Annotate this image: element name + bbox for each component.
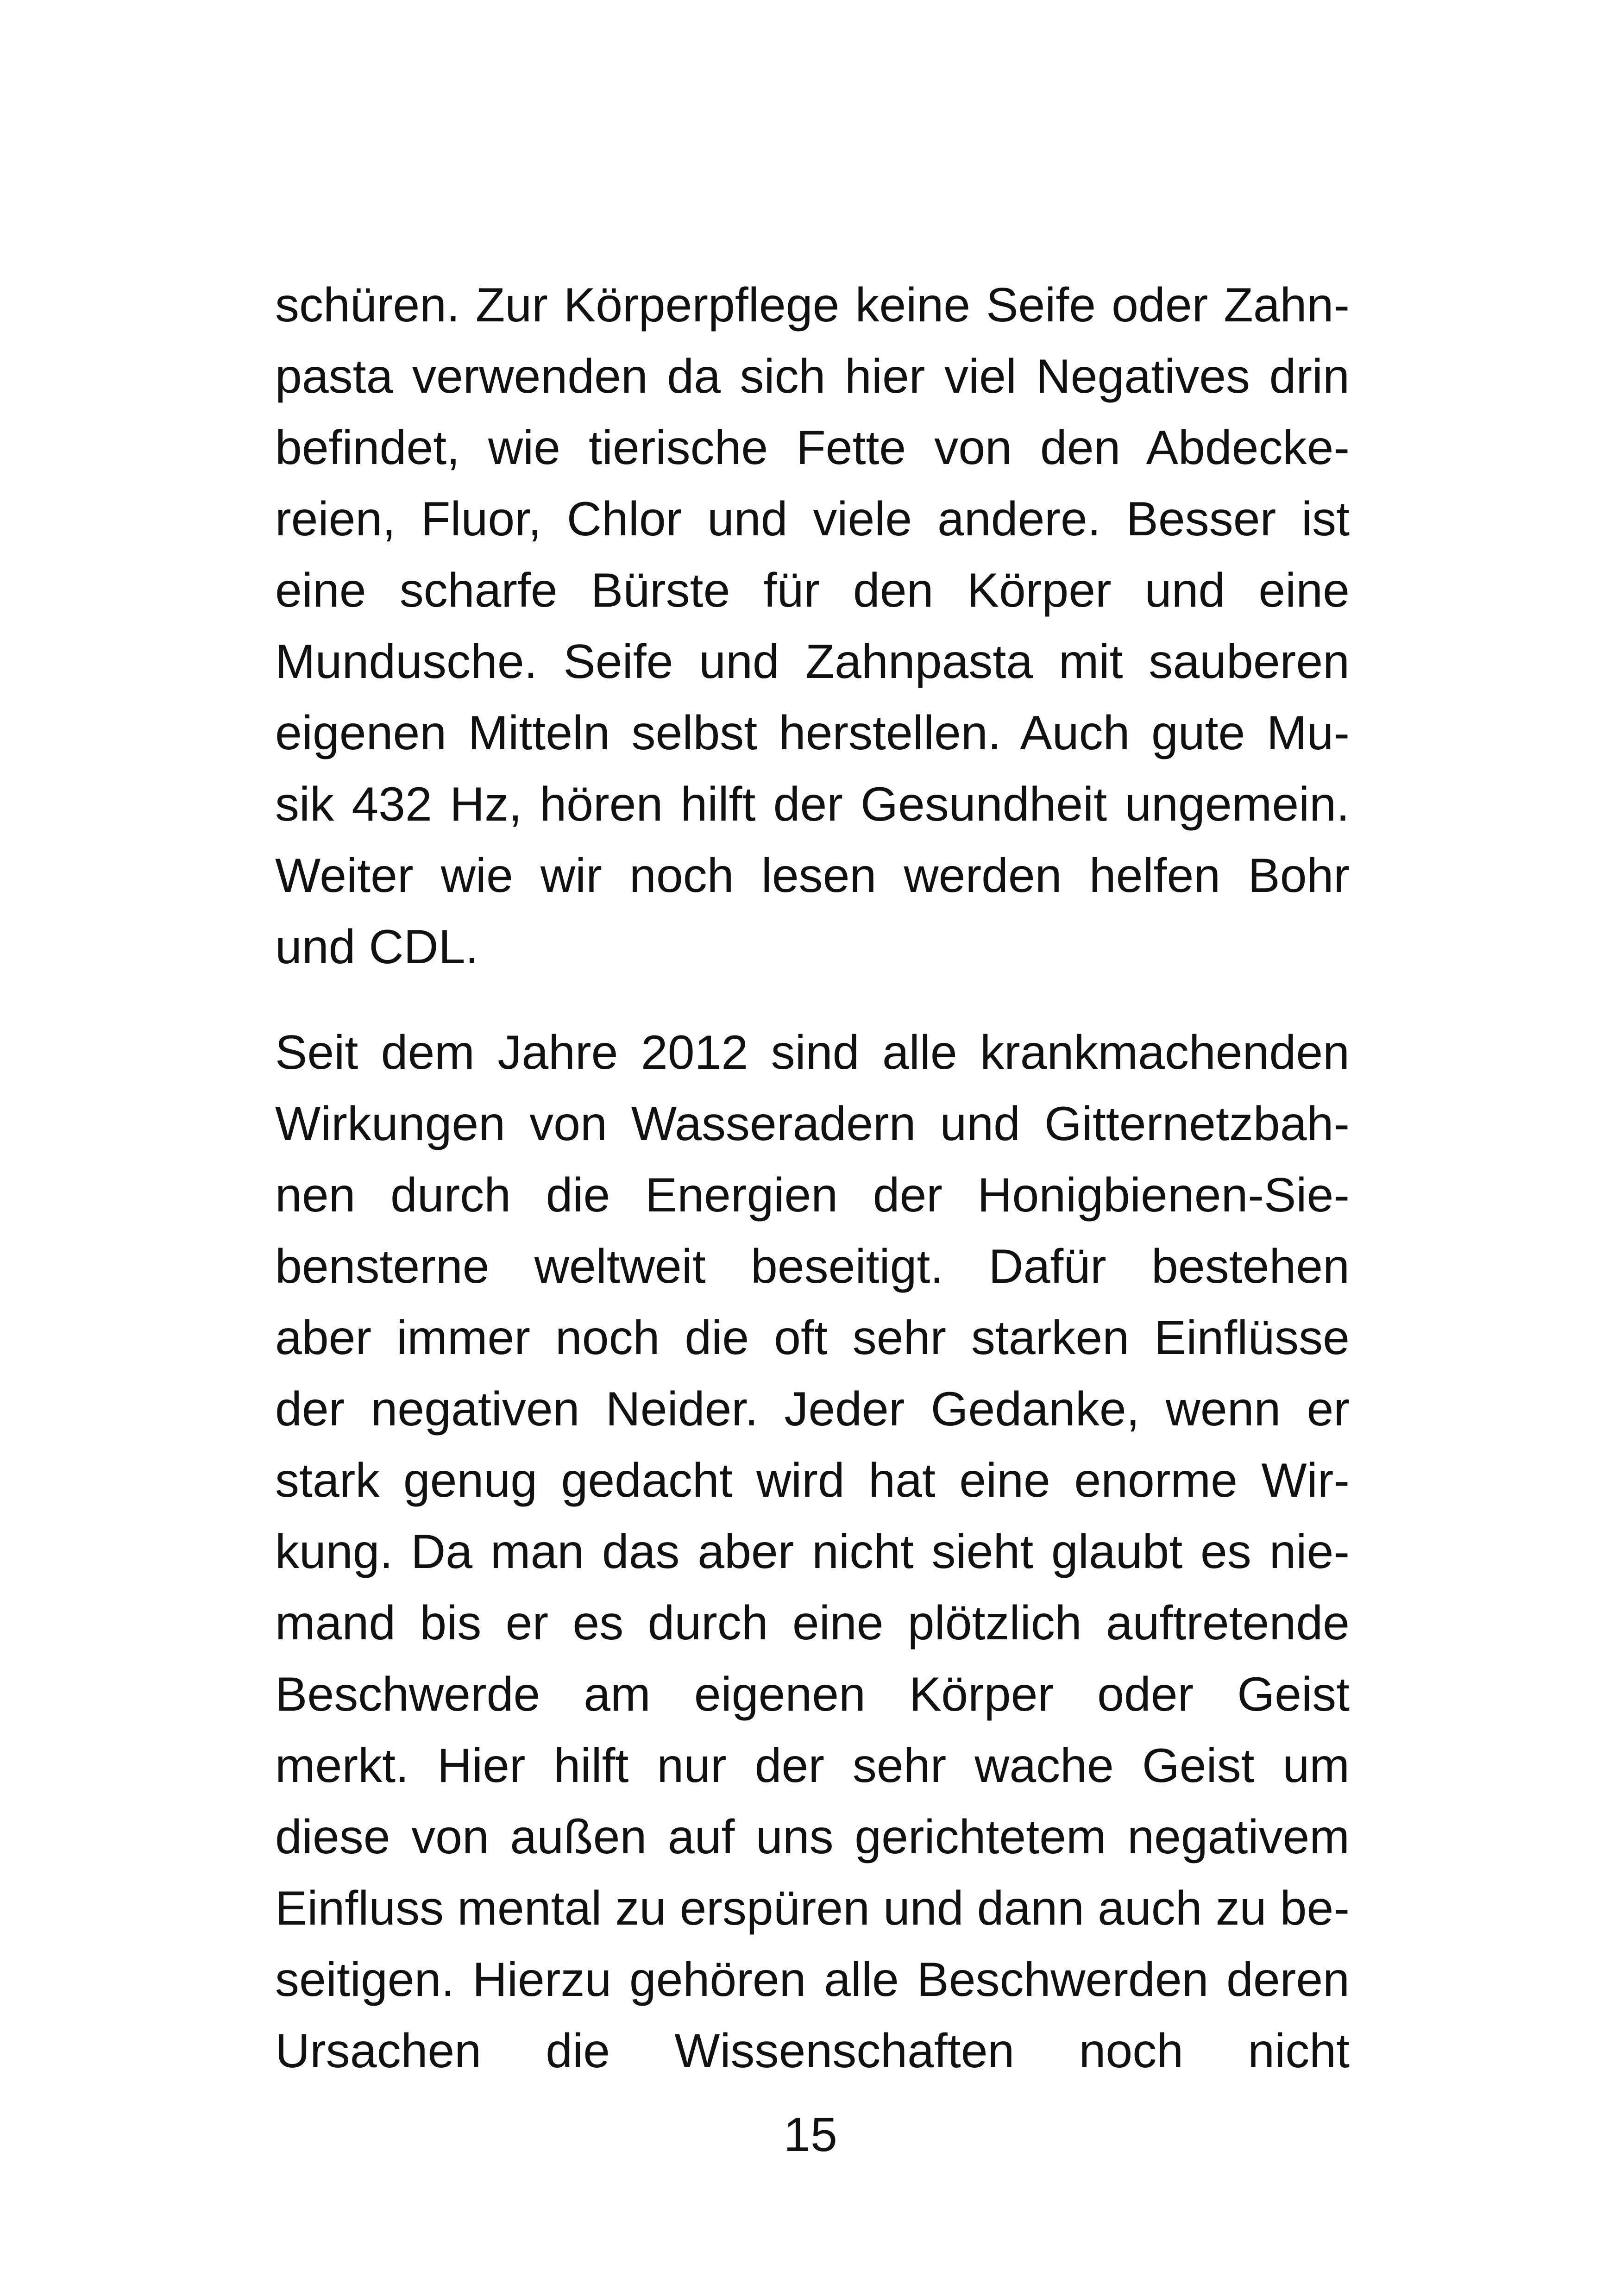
text-line: Beschwerde am eigenen Körper oder Geist (275, 1668, 1350, 1721)
text-line: Einfluss mental zu erspüren und dann auch zu be- (275, 1882, 1350, 1935)
text-line: und CDL. (275, 920, 479, 974)
paragraph-1 (275, 270, 1350, 983)
paragraph-2 (275, 1017, 1350, 2087)
text-line: Weiter wie wir noch lesen werden helfen Bohr (275, 849, 1350, 903)
text-line: pasta verwenden da sich hier viel Negatives drin (275, 350, 1350, 403)
text-line: sik 432 Hz, hören hilft der Gesundheit ungemein. (275, 778, 1350, 831)
text-line: Ursachen die Wissenschaften noch nicht (275, 2024, 1350, 2078)
text-line: diese von außen auf uns gerichtetem negativem (275, 1810, 1350, 1864)
text-line: nen durch die Energien der Honigbienen-Sie- (275, 1168, 1350, 1222)
text-line: eigenen Mitteln selbst herstellen. Auch gute Mu- (275, 706, 1350, 760)
text-line: bensterne weltweit beseitigt. Dafür bestehen (275, 1240, 1350, 1293)
text-line: befindet, wie tierische Fette von den Abdecke- (275, 421, 1350, 475)
page-number: 15 (784, 2108, 837, 2162)
text-line: kung. Da man das aber nicht sieht glaubt es nie- (275, 1525, 1350, 1579)
text-line: Wirkungen von Wasseradern und Gitternetzbah- (275, 1097, 1350, 1151)
text-line: merkt. Hier hilft nur der sehr wache Geist um (275, 1739, 1350, 1793)
text-line: aber immer noch die oft sehr starken Einflüsse (275, 1311, 1350, 1365)
text-line: Seit dem Jahre 2012 sind alle krankmachenden (275, 1026, 1350, 1079)
text-line: seitigen. Hierzu gehören alle Beschwerden deren (275, 1953, 1350, 2007)
text-line: reien, Fluor, Chlor und viele andere. Besser ist (275, 492, 1350, 546)
text-line: stark genug gedacht wird hat eine enorme Wir- (275, 1454, 1350, 1507)
text-line: Mundusche. Seife und Zahnpasta mit sauberen (275, 635, 1350, 689)
text-line: schüren. Zur Körperpflege keine Seife oder Zahn- (275, 278, 1350, 332)
text-line: eine scharfe Bürste für den Körper und eine (275, 564, 1350, 617)
text-line: mand bis er es durch eine plötzlich auftretende (275, 1596, 1350, 1650)
text-line: der negativen Neider. Jeder Gedanke, wenn er (275, 1382, 1350, 1436)
